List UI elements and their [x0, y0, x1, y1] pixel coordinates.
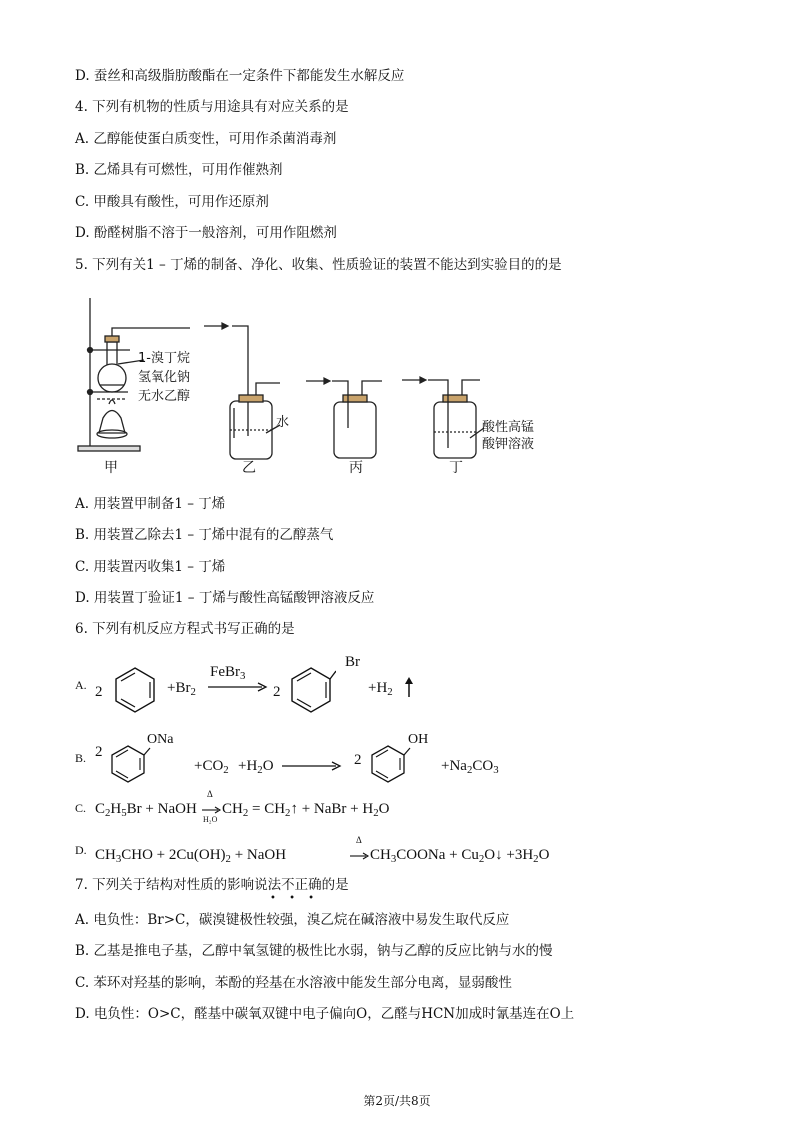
q6-c-heat: Δ — [207, 789, 213, 799]
label-jia: 甲 — [104, 460, 118, 476]
label-kmno4-line1: 酸性高锰 — [482, 420, 535, 435]
q5-option-c: C. 用装置丙收集1 – 丁烯 — [75, 559, 226, 575]
q6-c-products: $CH_2$ = $CH_2↑$ + NaBr + $H_2O$ — [222, 801, 390, 820]
q5-option-a: A. 用装置甲制备1 – 丁烯 — [75, 496, 226, 512]
q6-c-label: C. — [75, 801, 87, 815]
q4-stem: 4. 下列有机物的性质与用途具有对应关系的是 — [75, 99, 349, 115]
label-water: 水 — [276, 415, 290, 430]
q6-d-products: $CH_3COONa$ + $Cu_2O↓ +3H_2O$ — [370, 847, 550, 866]
q6-a-label: A. — [75, 678, 87, 692]
reagent-ethanol: 无水乙醇 — [138, 389, 191, 404]
q6-b-label: B. — [75, 751, 87, 765]
q7-option-c: C. 苯环对羟基的影响，苯酚的羟基在水溶液中能发生部分电离，显弱酸性 — [75, 975, 512, 991]
q6-a-br-substituent: Br — [345, 654, 360, 670]
q6-a-catalyst: FeBr$_3$ — [210, 664, 246, 683]
label-kmno4-line2: 酸钾溶液 — [482, 437, 535, 452]
q5-stem: 5. 下列有关1 – 丁烯的制备、净化、收集、性质验证的装置不能达到实验目的的是 — [75, 257, 562, 273]
q4-option-d: D. 酚醛树脂不溶于一般溶剂，可用作阻燃剂 — [75, 225, 337, 241]
q6-a-coef2: 2 — [273, 684, 281, 700]
bromobenzene-ring-icon — [286, 665, 336, 715]
q6-b-co2: $+CO_2$ — [194, 758, 229, 777]
q4-option-a: A. 乙醇能使蛋白质变性，可用作杀菌消毒剂 — [75, 131, 337, 147]
q6-d-reactants: $CH_3CHO + 2Cu(OH)_2$ + NaOH — [95, 847, 287, 866]
q4-option-b: B. 乙烯具有可燃性，可用作催熟剂 — [75, 162, 283, 178]
q6-b-oh: OH — [408, 732, 429, 747]
q6-a-coef1: 2 — [95, 684, 103, 700]
q7-stem: 7. 下列关于结构对性质的影响说法不正确的是 — [75, 877, 349, 893]
q7-option-a: A. 电负性：Br>C，碳溴键极性较强，溴乙烷在碱溶液中易发生取代反应 — [75, 912, 510, 928]
gas-up-arrow-icon — [404, 676, 414, 698]
q6-b-coef2: 2 — [354, 752, 362, 768]
q5-option-b: B. 用装置乙除去1 – 丁烯中混有的乙醇蒸气 — [75, 527, 334, 543]
benzene-ring-icon — [110, 665, 160, 715]
arrow-right-icon — [202, 806, 222, 814]
q6-b-ona: ONa — [147, 732, 174, 747]
reagent-naoh: 氢氧化钠 — [138, 370, 191, 385]
q6-b-h2o: $+H_2O$ — [238, 758, 274, 777]
reagent-1-bromobutane: 1-溴丁烷 — [138, 351, 190, 366]
arrow-right-icon — [282, 761, 342, 771]
q6-a-h2: $+H_2$ — [368, 680, 393, 699]
q3-option-d: D. 蚕丝和高级脂肪酸酯在一定条件下都能发生水解反应 — [75, 68, 405, 84]
q6-b-coef1: 2 — [95, 744, 103, 760]
q6-stem: 6. 下列有机反应方程式书写正确的是 — [75, 621, 295, 637]
emphasis-dots: • • • — [270, 893, 320, 904]
label-ding: 丁 — [449, 460, 463, 476]
q6-c-reactants: $C_2H_5Br$ + NaOH — [95, 801, 197, 820]
arrow-right-icon — [208, 682, 268, 692]
q5-option-d: D. 用装置丁验证1 – 丁烯与酸性高锰酸钾溶液反应 — [75, 590, 375, 606]
label-yi: 乙 — [242, 460, 256, 476]
q7-option-d: D. 电负性：O>C，醛基中碳氧双键中电子偏向O，乙醛与HCN加成时氰基连在O上 — [75, 1006, 575, 1022]
q6-c-solvent: H₂O — [203, 815, 218, 824]
q4-option-c: C. 甲酸具有酸性，可用作还原剂 — [75, 194, 269, 210]
page-footer: 第2页/共8页 — [363, 1094, 431, 1108]
arrow-right-icon — [350, 852, 370, 860]
q6-a-br2: $+Br_2$ — [167, 680, 196, 699]
q5-apparatus-figure — [70, 288, 560, 478]
q6-d-heat: Δ — [356, 835, 362, 845]
q6-d-label: D. — [75, 843, 87, 857]
label-bing: 丙 — [349, 460, 363, 476]
q7-option-b: B. 乙基是推电子基，乙醇中氧氢键的极性比水弱，钠与乙醇的反应比钠与水的慢 — [75, 943, 553, 959]
q6-b-na2co3: $+Na_2CO_3$ — [441, 758, 499, 777]
